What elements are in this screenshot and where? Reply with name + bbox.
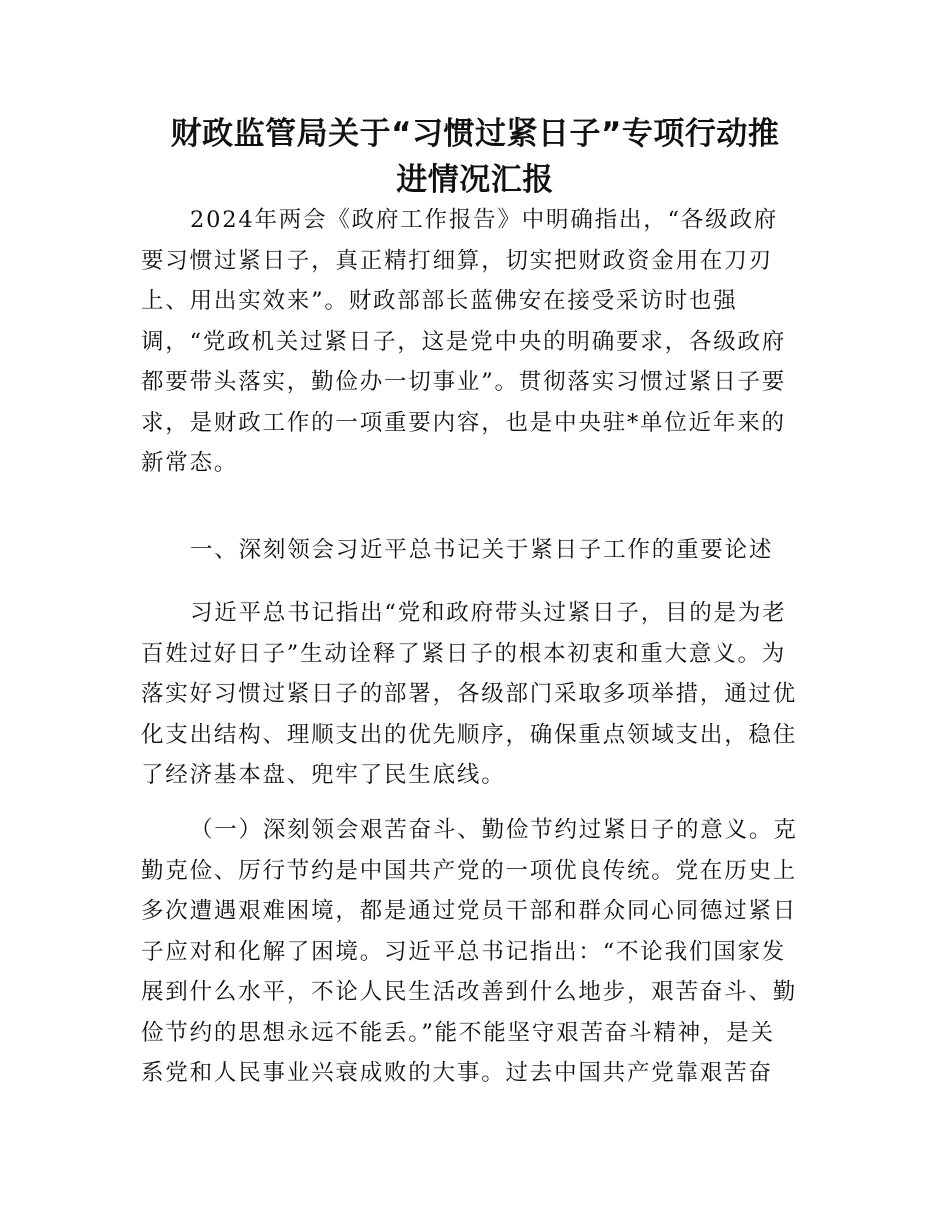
text-line: 展到什么水平，不论人民生活改善到什么地步，艰苦奋斗、勤: [141, 979, 798, 1005]
document-title-line-1: 财政监管局关于“习惯过紧日子”专项行动推: [170, 116, 780, 152]
text-line: 落实好习惯过紧日子的部署，各级部门采取多项举措，通过优: [141, 681, 798, 707]
text-line: 系党和人民事业兴衰成败的大事。过去中国共产党靠艰苦奋: [141, 1060, 773, 1086]
text-line: 子应对和化解了困境。习近平总书记指出：“不论我们国家发: [141, 938, 787, 965]
text-line: 俭节约的思想永远不能丢。”能不能坚守艰苦奋斗精神，是关: [141, 1019, 775, 1046]
text-line: 化支出结构、理顺支出的优先顺序，确保重点领域支出，稳住: [141, 721, 798, 748]
text-line: 新常态。: [141, 450, 239, 476]
text-line: 2024年两会《政府工作报告》中明确指出，“各级政府: [190, 207, 779, 233]
text-line: 上、用出实效来”。财政部部长蓝佛安在接受采访时也强: [141, 288, 738, 314]
text-line: 多次遭遇艰难困境，都是通过党员干部和群众同心同德过紧日: [141, 898, 798, 924]
section-heading-text: 一、深刻领会习近平总书记关于紧日子工作的重要论述: [190, 537, 774, 563]
text-line: 求，是财政工作的一项重要内容，也是中央驻*单位近年来的: [141, 409, 786, 436]
document-title-line-2: 进情况汇报: [396, 162, 554, 198]
text-line: 都要带头落实，勤俭办一切事业”。贯彻落实习惯过紧日子要: [141, 369, 787, 395]
text-line: 了经济基本盘、兜牢了民生底线。: [141, 762, 506, 788]
text-line: 百姓过好日子”生动诠释了紧日子的根本初衷和重大意义。为: [141, 640, 787, 667]
text-line: 习近平总书记指出“党和政府带头过紧日子，目的是为老: [190, 600, 787, 626]
text-line: （一）深刻领会艰苦奋斗、勤俭节约过紧日子的意义。克: [190, 817, 798, 843]
text-line: 调，“党政机关过紧日子，这是党中央的明确要求，各级政府: [141, 328, 787, 355]
text-line: 勤克俭、厉行节约是中国共产党的一项优良传统。党在历史上: [141, 857, 798, 884]
text-line: 要习惯过紧日子，真正精打细算，切实把财政资金用在刀刃: [141, 247, 773, 274]
